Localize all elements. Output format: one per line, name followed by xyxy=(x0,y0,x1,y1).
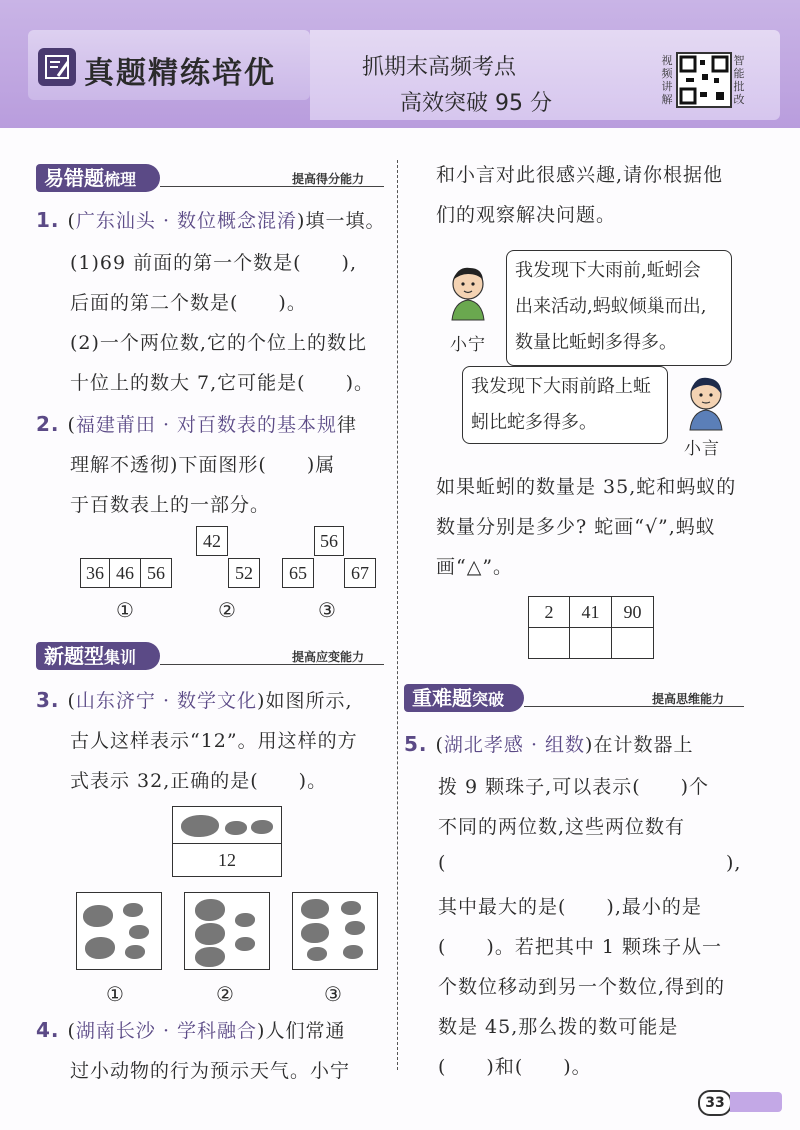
q4-right-line-5: 画“△”。 xyxy=(436,556,514,578)
q2-line-3: 于百数表上的一部分。 xyxy=(70,494,271,516)
answer-cell[interactable] xyxy=(611,627,654,659)
column-divider xyxy=(397,160,398,1070)
stone-one xyxy=(345,921,365,935)
stones-example-box xyxy=(172,806,282,844)
section-tag-hard-problems: 重难题突破 xyxy=(404,684,524,712)
name-xiaoyan: 小言 xyxy=(684,439,720,459)
stone-one xyxy=(235,937,255,951)
stone-one xyxy=(129,925,149,939)
grid-cell: 56 xyxy=(314,526,344,556)
page-number: 33 xyxy=(698,1090,732,1116)
q5-line-7: 个数位移动到另一个数位,得到的 xyxy=(438,976,726,998)
q3-line-3: 式表示 32,正确的是( )。 xyxy=(70,770,328,792)
section-ability: 提高应变能力 xyxy=(292,650,365,664)
qr-left-label: 视频讲解 xyxy=(661,54,673,106)
q3-line-1: 3. (山东济宁 · 数学文化)如图所示, xyxy=(36,688,353,712)
q1-line-4: (2)一个两位数,它的个位上的数比 xyxy=(70,332,367,354)
q5-line-9: ( )和( )。 xyxy=(438,1056,592,1078)
q4-right-line-1: 和小言对此很感兴趣,请你根据他 xyxy=(436,164,724,186)
pencil-icon xyxy=(38,48,76,86)
option-label: ① xyxy=(116,598,134,622)
option-label: ② xyxy=(218,598,236,622)
grid-cell: 42 xyxy=(196,526,228,556)
option-label: ③ xyxy=(318,598,336,622)
q1-line-3: 后面的第二个数是( )。 xyxy=(70,292,307,314)
stone-one xyxy=(307,947,327,961)
header-subtitle-1: 抓期末高频考点 xyxy=(362,55,517,80)
option-label: ② xyxy=(216,982,234,1006)
q4-line-2: 过小动物的行为预示天气。小宁 xyxy=(70,1060,351,1082)
section-tag-easy-mistakes: 易错题梳理 xyxy=(36,164,160,192)
table-cell: 90 xyxy=(611,596,654,628)
boy-xiaoyan-avatar xyxy=(678,372,734,432)
speech-bubble-2: 我发现下大雨前路上蚯 蚓比蛇多得多。 xyxy=(462,366,668,444)
stone-ten xyxy=(195,899,225,921)
q5-line-1: 5. (湖北孝感 · 组数)在计数器上 xyxy=(404,732,694,756)
grid-cell: 56 xyxy=(140,558,172,588)
stone-ten xyxy=(85,937,115,959)
q5-line-5: 其中最大的是( ),最小的是 xyxy=(438,896,702,918)
stone-ten xyxy=(195,923,225,945)
option-label: ③ xyxy=(324,982,342,1006)
stone-one xyxy=(343,945,363,959)
option-label: ① xyxy=(106,982,124,1006)
q4-line-1: 4. (湖南长沙 · 学科融合)人们常通 xyxy=(36,1018,346,1042)
q4-right-line-4: 数量分别是多少? 蛇画“√”,蚂蚁 xyxy=(436,516,716,538)
page-number-bar xyxy=(730,1092,782,1112)
grid-cell: 65 xyxy=(282,558,314,588)
stone-ten xyxy=(301,923,329,943)
stone-one xyxy=(235,913,255,927)
example-value: 12 xyxy=(172,843,282,877)
q5-line-6: ( )。若把其中 1 颗珠子从一 xyxy=(438,936,722,958)
grid-cell: 67 xyxy=(344,558,376,588)
stone-ten xyxy=(83,905,113,927)
stone-one xyxy=(225,821,247,835)
stone-ten xyxy=(301,899,329,919)
section-ability: 提高思维能力 xyxy=(652,692,725,706)
q1-line-2: (1)69 前面的第一个数是( ), xyxy=(70,252,357,274)
q2-line-1: 2. (福建莆田 · 对百数表的基本规律 xyxy=(36,412,358,436)
q1-line-1: 1. (广东汕头 · 数位概念混淆)填一填。 xyxy=(36,208,386,232)
grid-cell: 46 xyxy=(109,558,141,588)
answer-cell[interactable] xyxy=(528,627,570,659)
table-cell: 2 xyxy=(528,596,570,628)
q2-line-2: 理解不透彻)下面图形( )属 xyxy=(70,454,336,476)
q5-line-4-open: ( xyxy=(438,852,447,874)
stone-one xyxy=(251,820,273,834)
q1-line-5: 十位上的数大 7,它可能是( )。 xyxy=(70,372,374,394)
stones-option-1 xyxy=(76,892,162,970)
table-cell: 41 xyxy=(569,596,612,628)
stone-ten xyxy=(195,947,225,967)
grid-cell: 36 xyxy=(80,558,110,588)
stone-one xyxy=(125,945,145,959)
boy-xiaoning-avatar xyxy=(440,262,496,322)
q5-line-2: 拨 9 颗珠子,可以表示( )个 xyxy=(438,776,710,798)
name-xiaoning: 小宁 xyxy=(450,335,486,355)
answer-cell[interactable] xyxy=(569,627,612,659)
header-subtitle-2: 高效突破 95 分 xyxy=(400,91,552,116)
stones-option-2 xyxy=(184,892,270,970)
stone-ten xyxy=(181,815,219,837)
stone-one xyxy=(341,901,361,915)
stones-option-3 xyxy=(292,892,378,970)
q5-line-3: 不同的两位数,这些两位数有 xyxy=(438,816,686,838)
grid-cell: 52 xyxy=(228,558,260,588)
section-tag-new-types: 新题型集训 xyxy=(36,642,160,670)
q4-right-line-3: 如果蚯蚓的数量是 35,蛇和蚂蚁的 xyxy=(436,476,737,498)
qr-code-icon[interactable] xyxy=(676,52,732,108)
stone-one xyxy=(123,903,143,917)
qr-right-label: 智能批改 xyxy=(733,54,745,106)
q3-line-2: 古人这样表示“12”。用这样的方 xyxy=(70,730,358,752)
speech-bubble-1: 我发现下大雨前,蚯蚓会 出来活动,蚂蚁倾巢而出, 数量比蚯蚓多得多。 xyxy=(506,250,732,366)
q4-right-line-2: 们的观察解决问题。 xyxy=(436,204,617,226)
header-title: 真题精练培优 xyxy=(84,56,276,91)
section-ability: 提高得分能力 xyxy=(292,172,365,186)
q5-line-4-close: ), xyxy=(726,852,742,874)
q5-line-8: 数是 45,那么拨的数可能是 xyxy=(438,1016,679,1038)
